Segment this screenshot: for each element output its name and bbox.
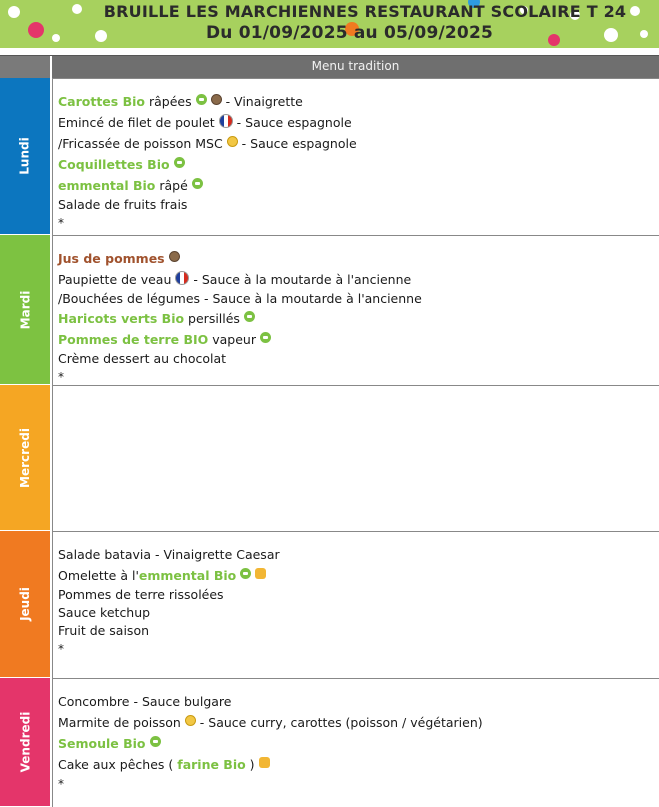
- day-label: Jeudi: [17, 587, 32, 621]
- dish-list: [58, 248, 422, 386]
- day-menu-cell: [52, 385, 659, 531]
- dish-item: [58, 544, 280, 565]
- page-header: [0, 0, 659, 48]
- day-row-vendredi: [0, 678, 659, 806]
- flag-icon: [175, 271, 189, 285]
- menu-column-header: [0, 55, 659, 78]
- dish-sauce-text: - Sauce espagnole: [237, 136, 357, 151]
- dish-text: Crème dessert au chocolat: [58, 351, 227, 366]
- dish-item: [58, 350, 422, 368]
- dish-item: [58, 91, 357, 112]
- dish-text: Emincé de filet de poulet: [58, 115, 215, 130]
- bio-icon: [174, 157, 185, 168]
- day-label: Mercredi: [18, 427, 32, 488]
- bio-dish-text: farine Bio: [177, 757, 246, 772]
- page-title: BRUILLE LES MARCHIENNES RESTAURANT SCOLAIRE T 24: [103, 2, 627, 21]
- day-row-mardi: [0, 235, 659, 384]
- msc-icon: [227, 136, 238, 147]
- dish-text: Omelette à l': [58, 568, 139, 583]
- dish-text: *: [58, 642, 64, 656]
- local-icon: [211, 94, 222, 105]
- dish-text: persillés: [184, 311, 240, 326]
- bio-dish-text: Coquillettes Bio: [58, 157, 170, 172]
- day-label: Vendredi: [18, 711, 33, 773]
- day-menu-cell: [52, 78, 659, 235]
- dish-item: [58, 640, 280, 658]
- day-menu-cell: [52, 531, 659, 678]
- dish-item: [58, 622, 280, 640]
- dish-item: [58, 712, 483, 733]
- day-tab: [0, 385, 50, 530]
- bio-dish-text: emmental Bio: [58, 178, 156, 193]
- dish-text: *: [58, 370, 64, 384]
- dish-text: râpé: [155, 178, 188, 193]
- dish-item: [58, 196, 357, 214]
- dish-text: Fruit de saison: [58, 623, 150, 638]
- dish-sauce-text: - Vinaigrette: [221, 94, 303, 109]
- dish-text: Paupiette de veau: [58, 272, 172, 287]
- bio-dish-text: Semoule Bio: [58, 736, 146, 751]
- egg-icon: [259, 757, 270, 768]
- dish-item: [58, 733, 483, 754]
- dish-text: Cake aux pêches (: [58, 757, 178, 772]
- dish-list: [58, 544, 280, 658]
- day-row-jeudi: [0, 531, 659, 677]
- dish-item: [58, 175, 357, 196]
- dish-item: [58, 754, 483, 775]
- dish-item: [58, 329, 422, 350]
- dish-item: [58, 308, 422, 329]
- dish-text: Concombre - Sauce bulgare: [58, 694, 232, 709]
- bio-dish-text: Carottes Bio: [58, 94, 145, 109]
- egg-icon: [255, 568, 266, 579]
- dish-item: [58, 368, 422, 386]
- dish-item: [58, 214, 357, 232]
- day-tab: [0, 235, 50, 384]
- dish-text: Marmite de poisson: [58, 715, 181, 730]
- dish-text: /Fricassée de poisson MSC: [58, 136, 223, 151]
- local-dish-text: Jus de pommes: [58, 251, 165, 266]
- dish-item: [58, 248, 422, 269]
- dish-item: [58, 154, 357, 175]
- dish-text: *: [58, 216, 64, 230]
- day-row-mercredi: [0, 385, 659, 530]
- bio-icon: [196, 94, 207, 105]
- day-menu-cell: [52, 678, 659, 807]
- dish-sauce-text: - Sauce à la moutarde à l'ancienne: [189, 272, 412, 287]
- msc-icon: [185, 715, 196, 726]
- day-tab: [0, 678, 50, 806]
- day-menu-cell: [52, 235, 659, 385]
- local-icon: [169, 251, 180, 262]
- dish-text: ): [245, 757, 255, 772]
- dish-item: [58, 604, 280, 622]
- dish-item: [58, 269, 422, 290]
- dish-item: [58, 133, 357, 154]
- dish-text: Pommes de terre rissolées: [58, 587, 224, 602]
- day-tab: [0, 78, 50, 234]
- header-corner: [0, 56, 52, 78]
- column-label: Menu tradition: [311, 59, 400, 73]
- bio-icon: [150, 736, 161, 747]
- dish-item: [58, 691, 483, 712]
- dish-item: [58, 775, 483, 793]
- decor-dot: [8, 6, 20, 18]
- date-range: Du 01/09/2025 au 05/09/2025: [205, 23, 494, 43]
- dish-list: [58, 691, 483, 793]
- bio-icon: [260, 332, 271, 343]
- dish-sauce-text: - Sauce espagnole: [232, 115, 352, 130]
- dish-item: [58, 565, 280, 586]
- dish-list: [58, 91, 357, 232]
- flag-icon: [219, 114, 233, 128]
- dish-text: *: [58, 777, 64, 791]
- bio-icon: [192, 178, 203, 189]
- dish-text: /Bouchées de légumes - Sauce à la moutarde à l'ancienne: [58, 291, 422, 306]
- dish-item: [58, 112, 357, 133]
- dish-text: vapeur: [208, 332, 256, 347]
- dish-text: Sauce ketchup: [58, 605, 151, 620]
- day-label: Mardi: [17, 290, 32, 329]
- day-label: Lundi: [18, 137, 32, 175]
- bio-icon: [244, 311, 255, 322]
- dish-text: Salade de fruits frais: [58, 197, 188, 212]
- dish-item: [58, 290, 422, 308]
- dish-text: Salade batavia - Vinaigrette Caesar: [58, 547, 280, 562]
- bio-dish-text: Pommes de terre BIO: [58, 332, 209, 347]
- bio-dish-text: Haricots verts Bio: [58, 311, 185, 326]
- dish-sauce-text: - Sauce curry, carottes (poisson / végétarien): [195, 715, 483, 730]
- dish-text: râpées: [144, 94, 192, 109]
- day-tab: [0, 531, 50, 677]
- bio-icon: [240, 568, 251, 579]
- bio-dish-text: emmental Bio: [138, 568, 237, 583]
- day-row-lundi: [0, 78, 659, 234]
- dish-item: [58, 586, 280, 604]
